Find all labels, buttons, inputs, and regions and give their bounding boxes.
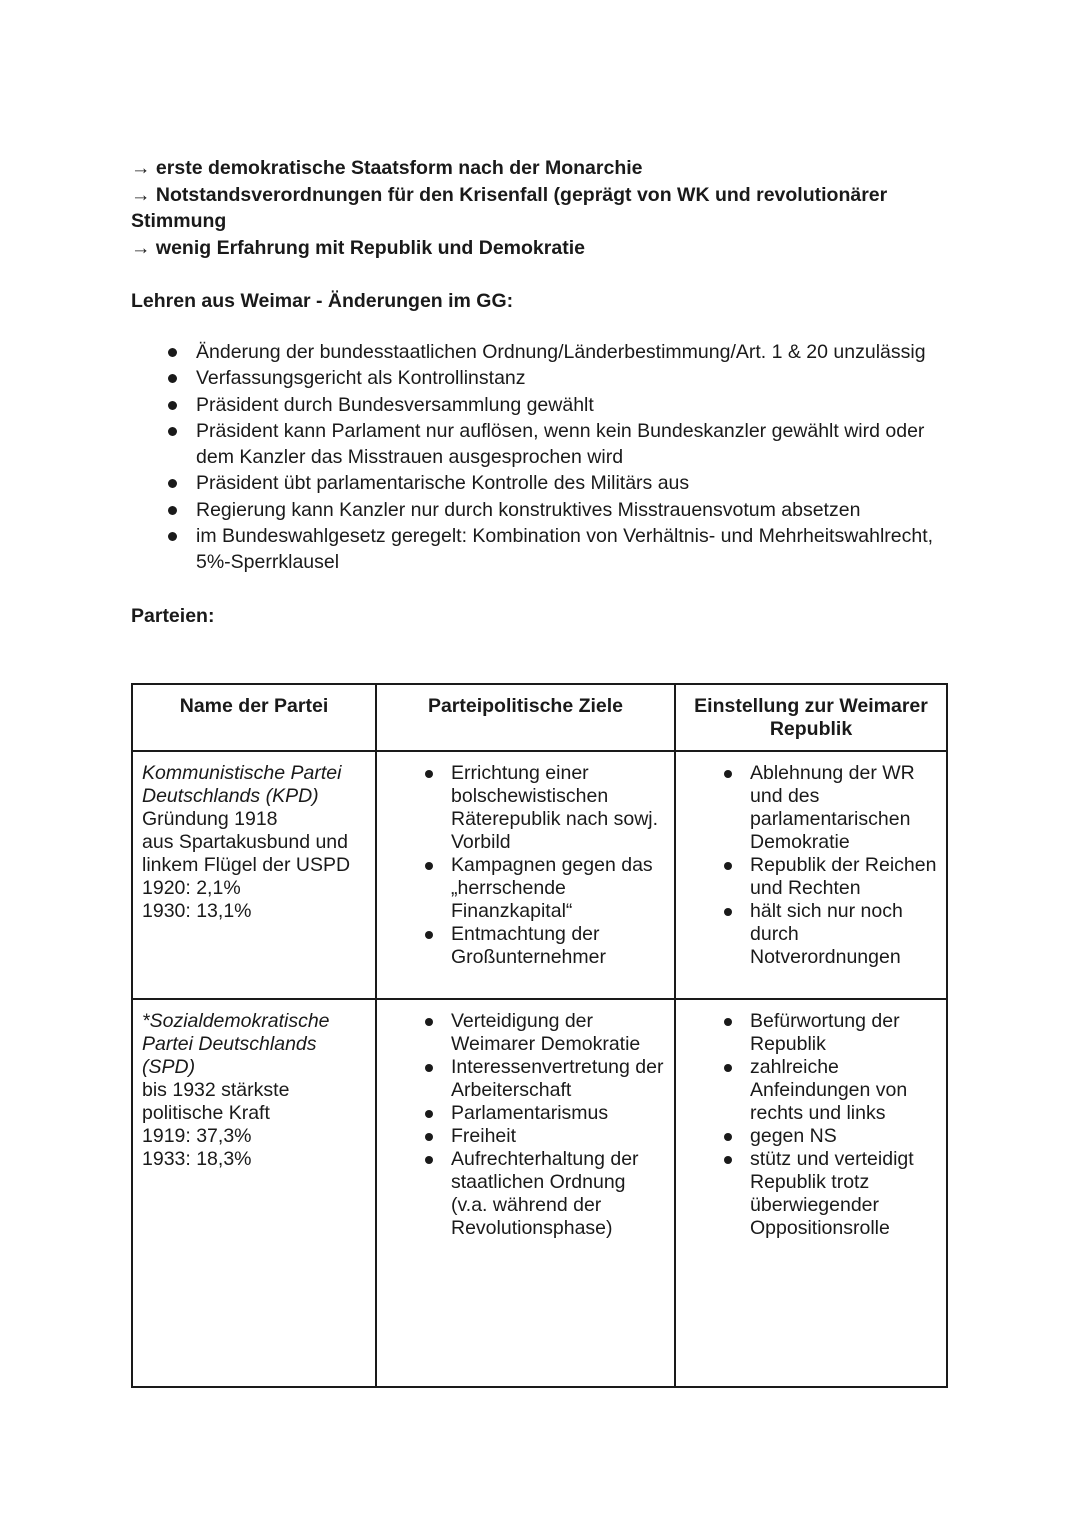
column-header-einstellung: Einstellung zur Weimarer Republik	[675, 684, 947, 751]
parteien-heading: Parteien:	[131, 604, 215, 627]
goal-item: Freiheit	[451, 1125, 666, 1148]
intro-arrow-list	[131, 155, 951, 261]
attitude-item: hält sich nur noch durch Notverordnungen	[750, 900, 938, 969]
document-body	[131, 155, 951, 629]
lehren-item: Verfassungsgericht als Kontrollinstanz	[196, 365, 951, 391]
party-info-line: bis 1932 stärkste	[142, 1079, 290, 1101]
party-name-cell	[132, 751, 376, 999]
goal-item: Aufrechterhaltung der staatlichen Ordnung (v.a. während der Revolutionsphase)	[451, 1148, 666, 1240]
party-info-line: Gründung 1918	[142, 808, 278, 830]
party-info-line: linkem Flügel der USPD	[142, 854, 351, 876]
attitude-item: stütz und verteidigt Republik trotz überwiegender Oppositionsrolle	[750, 1148, 938, 1240]
party-goals-cell	[376, 751, 675, 999]
parties-table	[131, 683, 948, 1388]
goals-list	[385, 1010, 666, 1240]
intro-line: → wenig Erfahrung mit Republik und Demokratie	[131, 236, 585, 259]
table-row	[132, 999, 947, 1387]
party-attitude-cell	[675, 999, 947, 1387]
column-header-ziele: Parteipolitische Ziele	[376, 684, 675, 751]
party-info-line: aus Spartakusbund und	[142, 831, 348, 853]
party-info-line: 1933: 18,3%	[142, 1148, 252, 1170]
attitude-item: Republik der Reichen und Rechten	[750, 854, 937, 899]
lehren-list	[131, 339, 951, 576]
party-info-line: 1930: 13,1%	[142, 900, 252, 922]
table-header-row	[132, 684, 947, 751]
lehren-item: im Bundeswahlgesetz geregelt: Kombination von Verhältnis- und Mehrheitswahlrecht, 5%-Sperrklausel	[196, 523, 951, 576]
goal-item: Interessenvertretung der Arbeiterschaft	[451, 1056, 666, 1102]
party-info-line: politische Kraft	[142, 1102, 270, 1124]
party-name-cell	[132, 999, 376, 1387]
party-name-line: *Sozialdemokratische	[142, 1010, 330, 1032]
party-name-line: Kommunistische Partei	[142, 762, 342, 784]
lehren-heading: Lehren aus Weimar - Änderungen im GG:	[131, 290, 514, 312]
intro-line: → Notstandsverordnungen für den Krisenfall (geprägt von WK und revolutionärer Stimmung	[131, 183, 888, 232]
attitude-item: Befürwortung der Republik	[750, 1010, 938, 1056]
attitude-item: Ablehnung der WR und des parlamentarischen Demokratie	[750, 762, 938, 854]
lehren-item: Präsident kann Parlament nur auflösen, wenn kein Bundeskanzler gewählt wird oder dem Kanzler das Misstrauen ausgesprochen wird	[196, 418, 951, 471]
party-info-line: 1919: 37,3%	[142, 1125, 252, 1147]
goals-list	[385, 762, 666, 969]
party-name-line: Deutschlands (KPD)	[142, 785, 319, 807]
party-goals-cell	[376, 999, 675, 1387]
party-name-line: Partei Deutschlands	[142, 1033, 317, 1055]
goal-item: Entmachtung der Großunternehmer	[451, 923, 666, 969]
lehren-item: Präsident durch Bundesversammlung gewählt	[196, 392, 951, 418]
intro-line: → erste demokratische Staatsform nach der Monarchie	[131, 157, 643, 179]
lehren-item: Änderung der bundesstaatlichen Ordnung/Länderbestimmung/Art. 1 & 20 unzulässig	[196, 339, 951, 365]
attitude-list	[684, 1010, 938, 1240]
goal-item: Verteidigung der Weimarer Demokratie	[451, 1010, 666, 1056]
goal-item: Parlamentarismus	[451, 1102, 666, 1125]
party-info-line: 1920: 2,1%	[142, 877, 241, 899]
attitude-item: gegen NS	[750, 1125, 938, 1148]
goal-item: Kampagnen gegen das „herrschende Finanzkapital“	[451, 854, 666, 923]
goal-item: Errichtung einer bolschewistischen Räterepublik nach sowj. Vorbild	[451, 762, 666, 854]
lehren-item: Präsident übt parlamentarische Kontrolle des Militärs aus	[196, 470, 951, 496]
party-name-line: (SPD)	[142, 1056, 196, 1078]
attitude-list	[684, 762, 938, 969]
table-row	[132, 751, 947, 999]
party-attitude-cell	[675, 751, 947, 999]
lehren-item: Regierung kann Kanzler nur durch konstruktives Misstrauensvotum absetzen	[196, 497, 951, 523]
column-header-name: Name der Partei	[132, 684, 376, 751]
attitude-item: zahlreiche Anfeindungen von rechts und links	[750, 1056, 938, 1125]
